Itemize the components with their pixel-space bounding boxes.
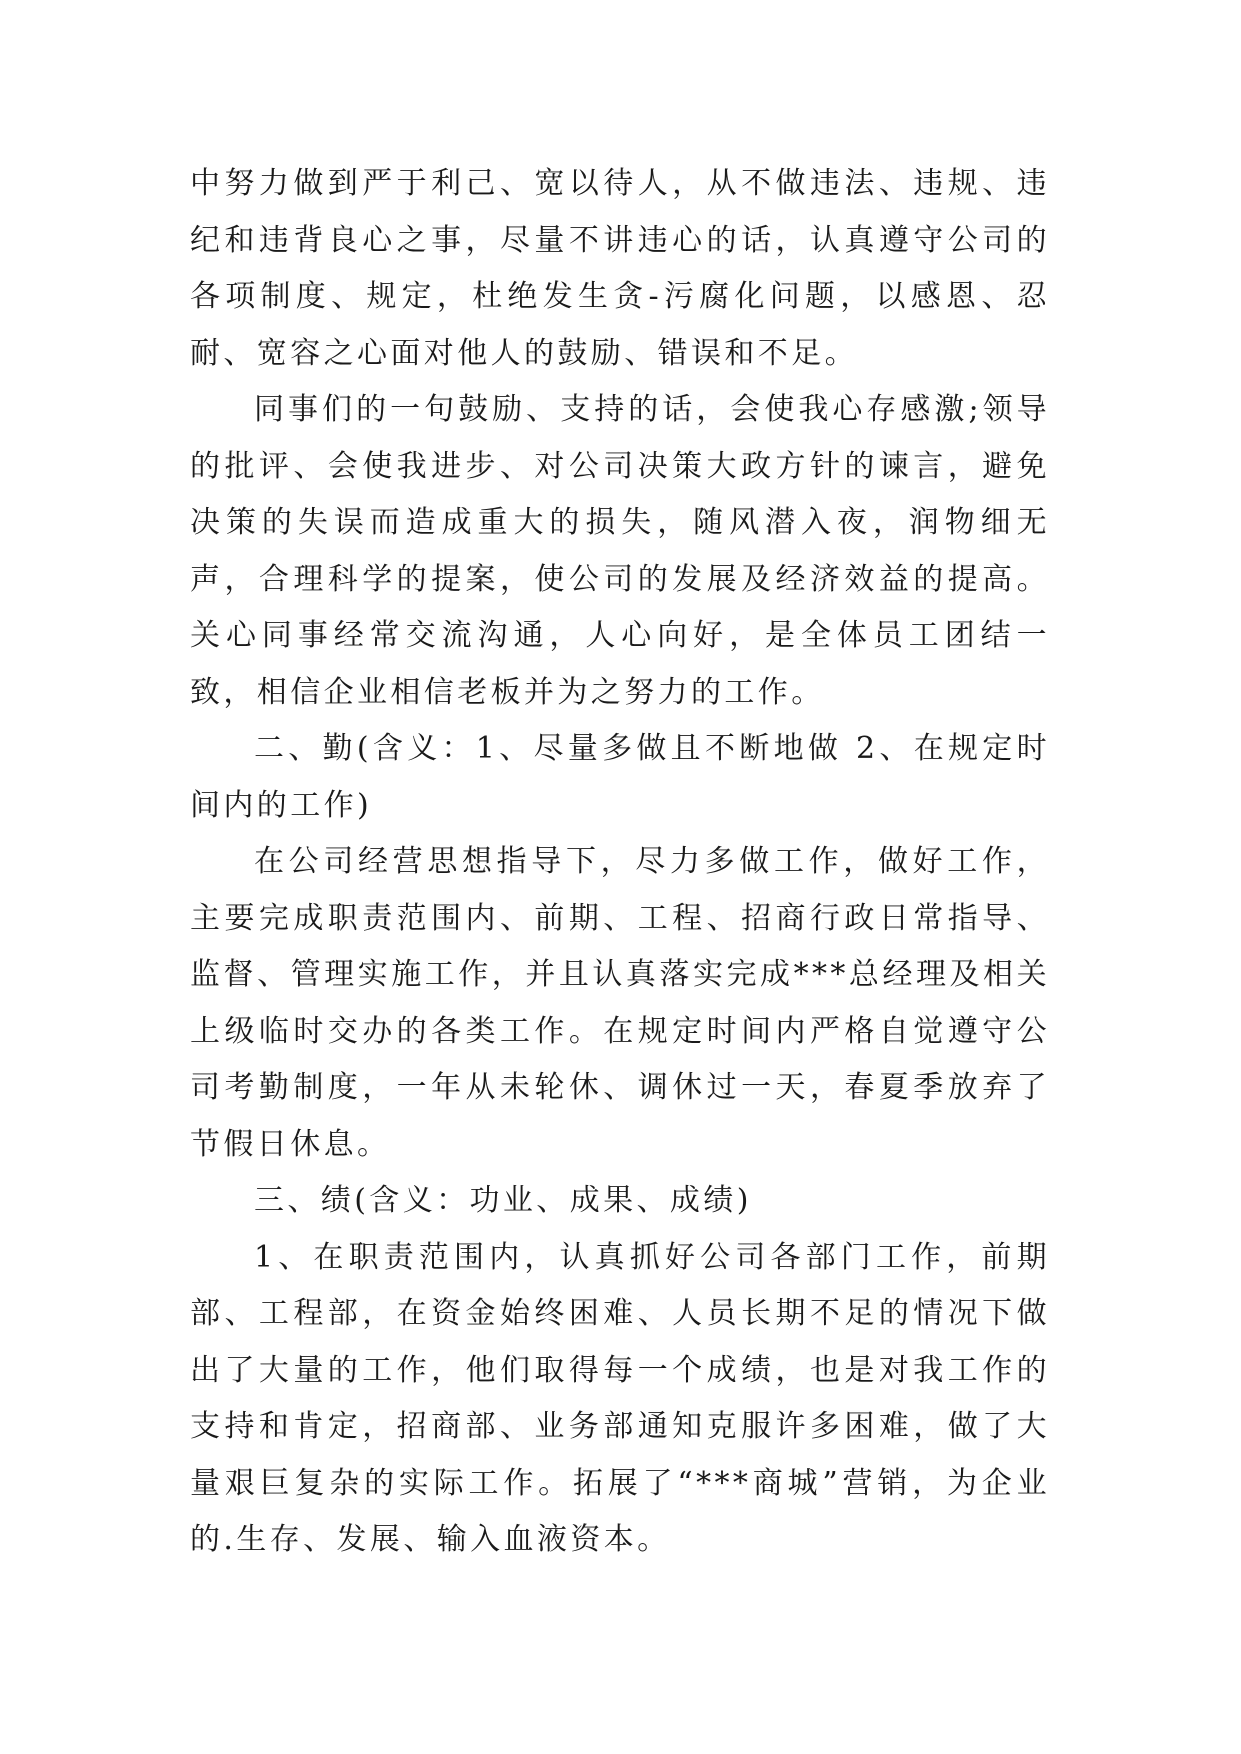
paragraph-5-heading-achievement: 三、绩(含义：功业、成果、成绩) [254,1183,752,1218]
paragraph-6: 1、在职责范围内，认真抓好公司各部门工作，前期部、工程部，在资金始终困难、人员长期不足的情况下做出了大量的工作，他们取得每一个成绩，也是对我工作的支持和肯定，招商部、业务部通知克服许多困难，做了大量艰巨复杂的实际工作。拓展了“***商城”营销，为企业的.生存、发展、输入血液资本。 [190,1239,1050,1557]
paragraph-1: 中努力做到严于利己、宽以待人，从不做违法、违规、违纪和违背良心之事，尽量不讲违心的话，认真遵守公司的各项制度、规定，杜绝发生贪-污腐化问题，以感恩、忍耐、宽容之心面对他人的鼓励、错误和不足。 [190,166,1050,371]
paragraph-4: 在公司经营思想指导下，尽力多做工作，做好工作，主要完成职责范围内、前期、工程、招商行政日常指导、监督、管理实施工作，并且认真落实完成***总经理及相关上级临时交办的各类工作。在规定时间内严格自觉遵守公司考勤制度，一年从未轮休、调休过一天，春夏季放弃了节假日休息。 [190,844,1050,1162]
document-body [190,156,1050,1569]
paragraph-2: 同事们的一句鼓励、支持的话，会使我心存感激;领导的批评、会使我进步、对公司决策大政方针的谏言，避免决策的失误而造成重大的损失，随风潜入夜，润物细无声，合理科学的提案，使公司的发展及经济效益的提高。关心同事经常交流沟通，人心向好，是全体员工团结一致，相信企业相信老板并为之努力的工作。 [190,392,1050,710]
paragraph-3-heading-diligence: 二、勤(含义：1、尽量多做且不断地做 2、在规定时间内的工作) [190,731,1050,823]
